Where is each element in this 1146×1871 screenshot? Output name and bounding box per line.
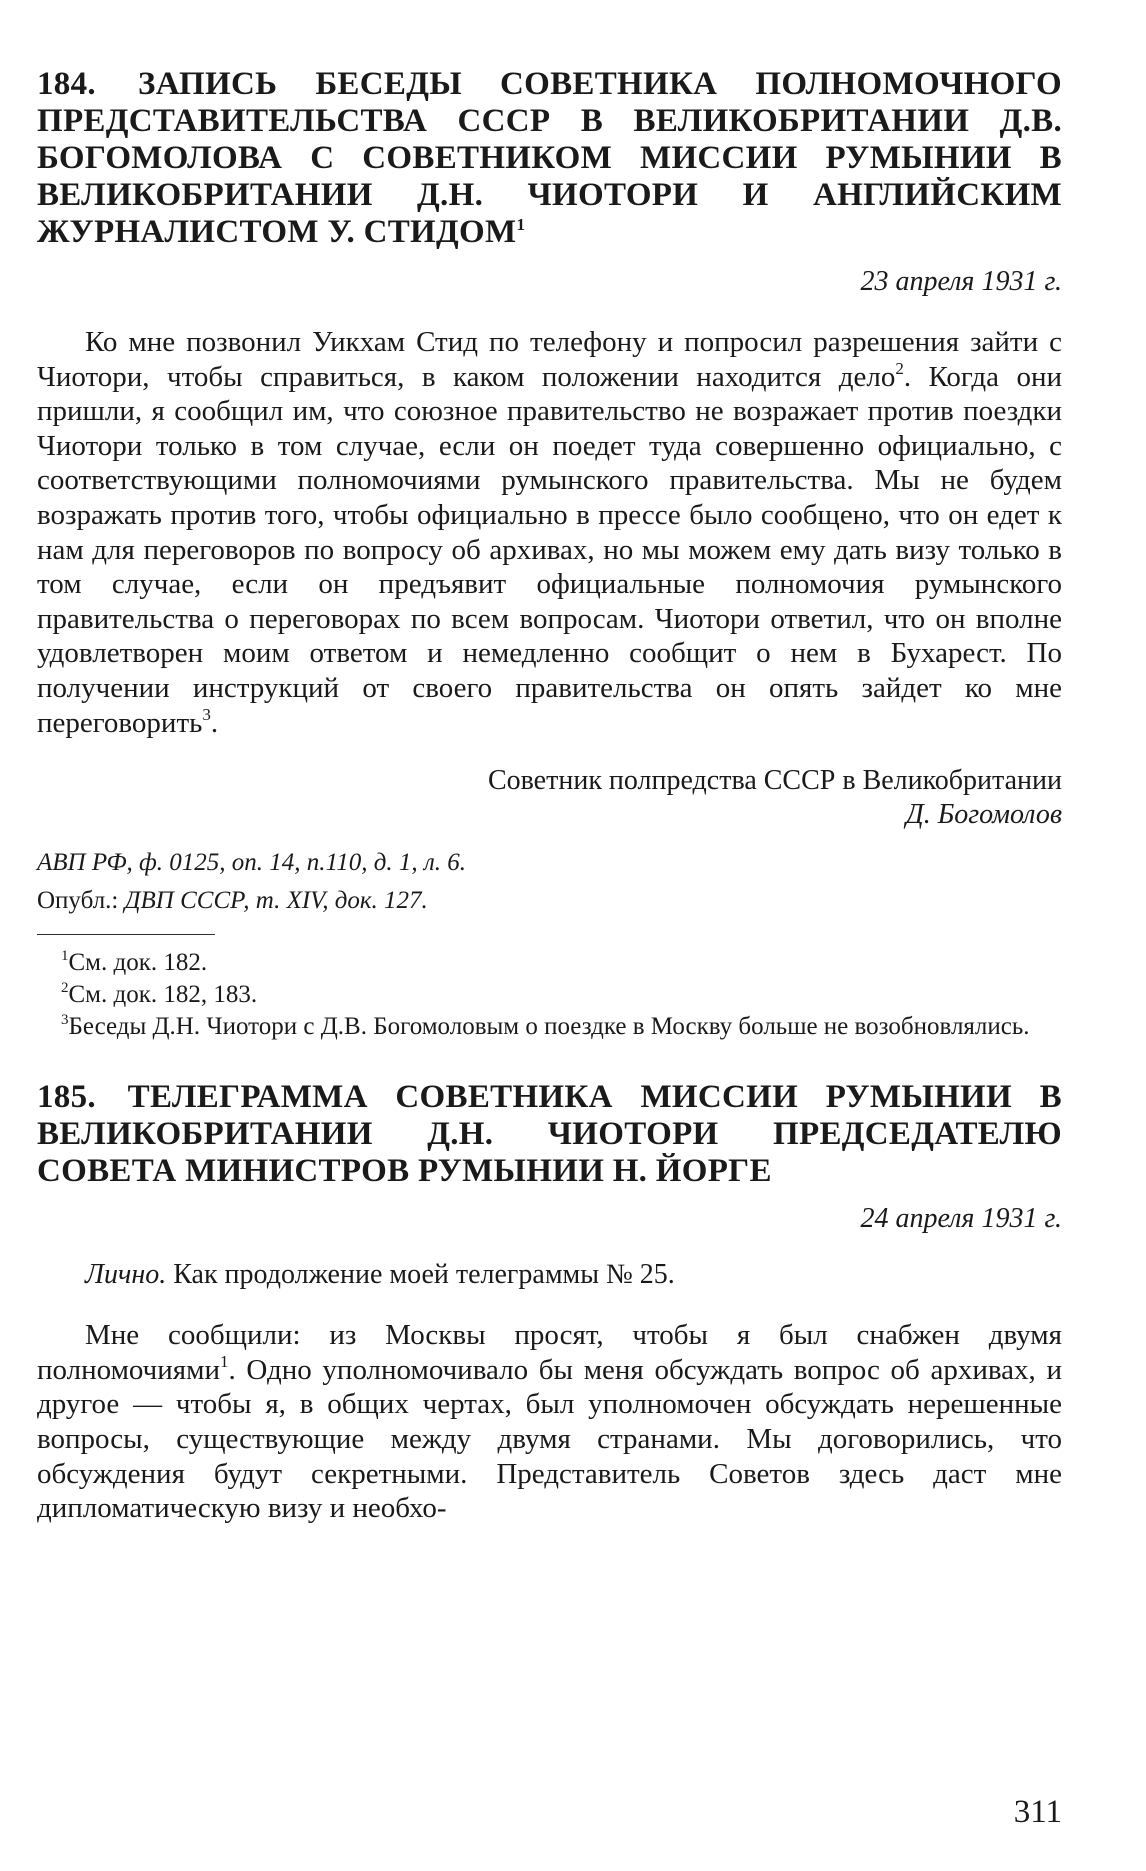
doc184-signature-role: Советник полпредства СССР в Великобритании (487, 765, 1062, 797)
doc185-heading (37, 1079, 1062, 1190)
doc184-published-label: Опубл.: (37, 887, 119, 915)
doc184-number: 184. (37, 66, 96, 102)
doc184-title: ЗАПИСЬ БЕСЕДЫ СОВЕТНИКА ПОЛНОМОЧНОГО ПРЕДСТАВИТЕЛЬСТВА СССР В ВЕЛИКОБРИТАНИИ Д.В. БОГОМОЛОВА С СОВЕТНИКОМ МИССИИ РУМЫНИИ В ВЕЛИКОБРИТАНИИ Д.Н. ЧИОТОРИ И АНГЛИЙСКИМ ЖУРНАЛИСТОМ У. СТИДОМ (37, 66, 1062, 250)
footnote-text: См. док. 182. (68, 949, 208, 977)
doc184-body-part2: . Когда они пришли, я сообщил им, что союзное правительство не возражает против поездки Чиотори только в том случае, если он поедет туда совершенно официально, с соответствующими полномочиями румынского правительства. Мы не будем возражать против того, чтобы официально в прессе было сообщено, что он едет к нам для переговоров по вопросу об архивах, но мы можем ему дать визу только в том случае, если он предъявит официальные полномочия румынского правительства о переговорах по всем вопросам. Чиотори ответил, что он вполне удовлетворен моим ответом и немедленно сообщит о нем в Бухарест. По получении инструкций от своего правительства он опять зайдет ко мне переговорить (37, 360, 1062, 739)
doc184-footnotes (37, 947, 1062, 1043)
doc184-body-part1: Ко мне позвонил Уикхам Стид по телефону и попросил разрешения зайти с Чиотори, чтобы справиться, в каком положении находится дело (37, 326, 1062, 393)
footnote (37, 1011, 1062, 1043)
page-number: 311 (1013, 1794, 1062, 1830)
footnote (37, 947, 1062, 979)
footnote-text: См. док. 182, 183. (68, 981, 258, 1009)
doc184-published-ref: ДВП СССР, т. XIV, док. 127. (124, 887, 428, 915)
doc185-number: 185. (37, 1079, 96, 1116)
footnote-mark: 3 (61, 1012, 69, 1029)
footnote-mark: 2 (61, 980, 69, 997)
doc185-title: ТЕЛЕГРАММА СОВЕТНИКА МИССИИ РУМЫНИИ В ВЕЛИКОБРИТАНИИ Д.Н. ЧИОТОРИ ПРЕДСЕДАТЕЛЮ СОВЕТА МИНИСТРОВ РУМЫНИИ Н. ЙОРГЕ (37, 1079, 1062, 1190)
doc184-body-end: . (210, 706, 219, 739)
doc185-date: 24 апреля 1931 г. (860, 1203, 1062, 1235)
doc184-published (37, 884, 1062, 918)
doc185-lead-italic: Лично. (85, 1259, 167, 1291)
doc184-archive-ref-text: АВП РФ, ф. 0125, оп. 14, п.110, д. 1, л. 6. (37, 849, 466, 877)
doc184-heading (37, 66, 1062, 251)
doc184-date: 23 апреля 1931 г. (860, 266, 1062, 297)
doc184-body (37, 325, 1062, 740)
doc185-lead (37, 1258, 1062, 1292)
document-page (37, 66, 1062, 1526)
doc185-footnote-mark-1: 1 (220, 1351, 229, 1371)
footnote-divider (37, 934, 215, 935)
footnote (37, 979, 1062, 1011)
footnote-mark: 1 (61, 948, 69, 965)
doc184-footnote-mark-2: 2 (895, 358, 904, 378)
doc184-archive-ref (37, 846, 1062, 880)
footnote-text: Беседы Д.Н. Чиотори с Д.В. Богомоловым о поездке в Москву больше не возобновлялись. (68, 1013, 1030, 1041)
doc184-title-footnote-mark: 1 (516, 215, 526, 234)
doc185-body-part2: . Одно уполномочивало бы меня обсуждать вопрос об архивах, и другое — чтобы я, в общих чертах, был уполномочен обсуждать нерешенные вопросы, существующие между двумя странами. Мы договорились, что обсуждения будут секретными. Представитель Советов здесь даст мне дипломатическую визу и необхо- (37, 1353, 1062, 1525)
doc184-footnote-mark-3: 3 (202, 704, 211, 724)
doc184-signature-name: Д. Богомолов (905, 799, 1062, 831)
doc185-lead-text: Как продолжение моей телеграммы № 25. (166, 1259, 675, 1291)
doc185-body (37, 1318, 1062, 1526)
doc185-body-part1: Мне сообщили: из Москвы просят, чтобы я был снабжен двумя полномочиями (37, 1319, 1062, 1386)
